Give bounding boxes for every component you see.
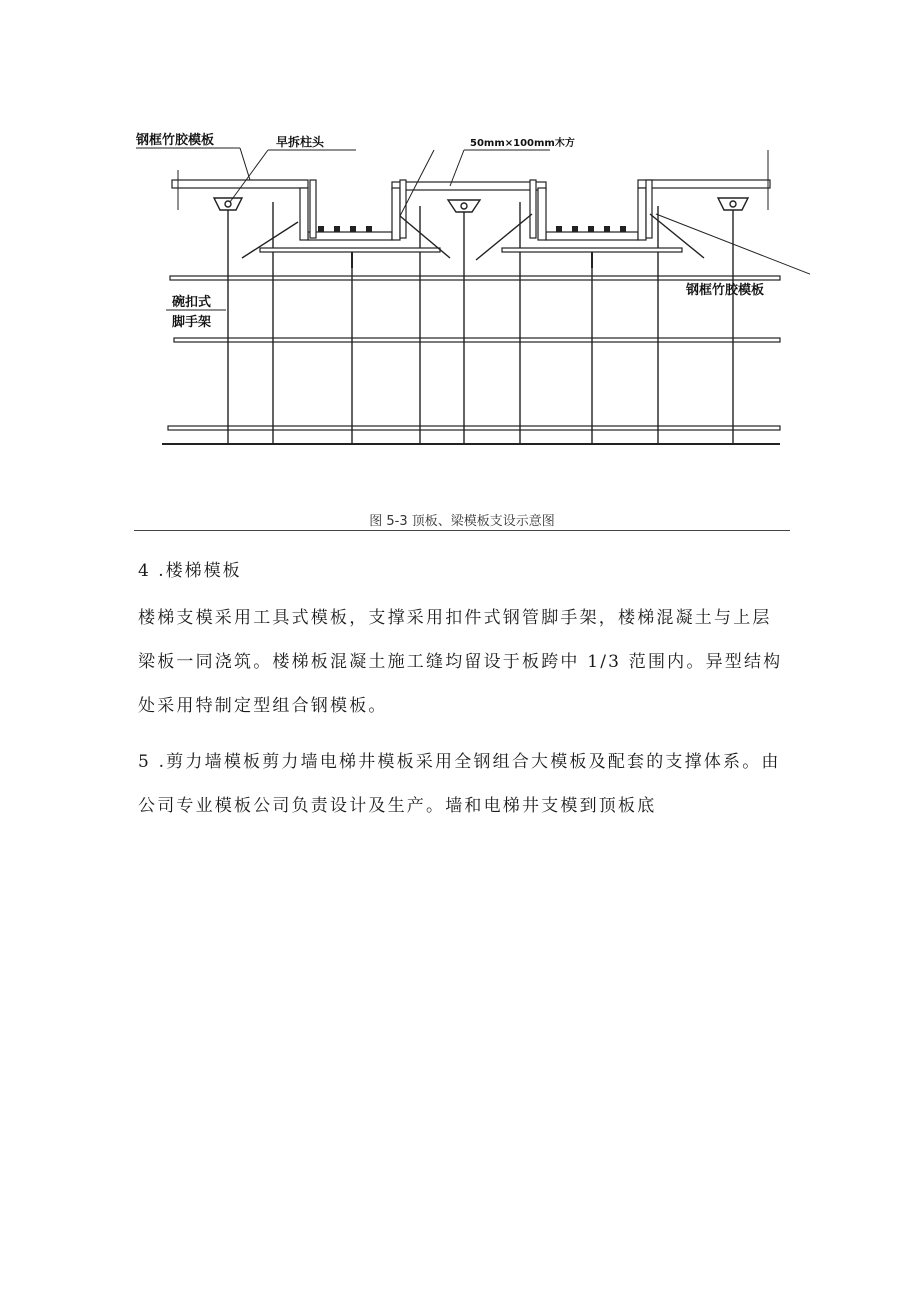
formwork-drawing xyxy=(130,110,810,470)
brace xyxy=(242,222,298,258)
post xyxy=(310,180,316,238)
timber-square xyxy=(604,226,610,232)
post xyxy=(400,180,406,238)
timber-square xyxy=(556,226,562,232)
section-5-body: 5 .剪力墙模板剪力墙电梯井模板采用全钢组合大模板及配套的支撑体系。由公司专业模板公司负责设计及生产。墙和电梯井支模到顶板底 xyxy=(138,752,781,816)
timber-square xyxy=(620,226,626,232)
ledger-3 xyxy=(168,426,780,430)
leader-timber xyxy=(450,150,464,186)
timber-square xyxy=(334,226,340,232)
timber-square xyxy=(366,226,372,232)
release-nut xyxy=(461,203,467,209)
post xyxy=(530,180,536,238)
label-scaffold-2: 脚手架 xyxy=(172,315,212,330)
label-steel-frame-right: 钢框竹胶模板 xyxy=(686,283,765,298)
timber-square xyxy=(350,226,356,232)
formwork-diagram xyxy=(130,110,810,470)
label-scaffold-1: 碗扣式 xyxy=(172,295,212,310)
section-4-body: 楼梯支模采用工具式模板，支撑采用扣件式钢管脚手架，楼梯混凝土与上层梁板一同浇筑。楼梯板混凝土施工缝均留设于板跨中 1/3 范围内。异型结构处采用特制定型组合钢模板。 xyxy=(138,608,783,716)
ledger-1 xyxy=(170,276,780,280)
label-timber: 50mm×100mm木方 xyxy=(470,138,575,149)
post xyxy=(646,180,652,238)
release-nut xyxy=(730,201,736,207)
beam-side xyxy=(538,188,546,240)
beam-side xyxy=(300,188,308,240)
caption-divider xyxy=(134,530,790,531)
timber-square xyxy=(572,226,578,232)
ledger-2 xyxy=(174,338,780,342)
beam-bottom-right xyxy=(546,232,638,240)
leader-top-left xyxy=(240,148,250,180)
cross-beam-right xyxy=(502,248,682,252)
figure-caption: 图 5-3 顶板、梁模板支设示意图 xyxy=(369,514,555,529)
timber-square xyxy=(588,226,594,232)
beam-side xyxy=(392,188,400,240)
label-steel-frame-top: 钢框竹胶模板 xyxy=(136,133,215,148)
beam-bottom-left xyxy=(308,232,392,240)
slab-form-right xyxy=(638,180,770,188)
timber-square xyxy=(318,226,324,232)
beam-side xyxy=(638,188,646,240)
slab-form-left xyxy=(172,180,308,188)
brace xyxy=(476,214,532,260)
section-4-heading: 4 .楼梯模板 xyxy=(138,561,242,581)
leader-release xyxy=(230,150,268,202)
label-early-release: 早拆柱头 xyxy=(276,135,325,149)
cross-beam-left xyxy=(260,248,440,252)
